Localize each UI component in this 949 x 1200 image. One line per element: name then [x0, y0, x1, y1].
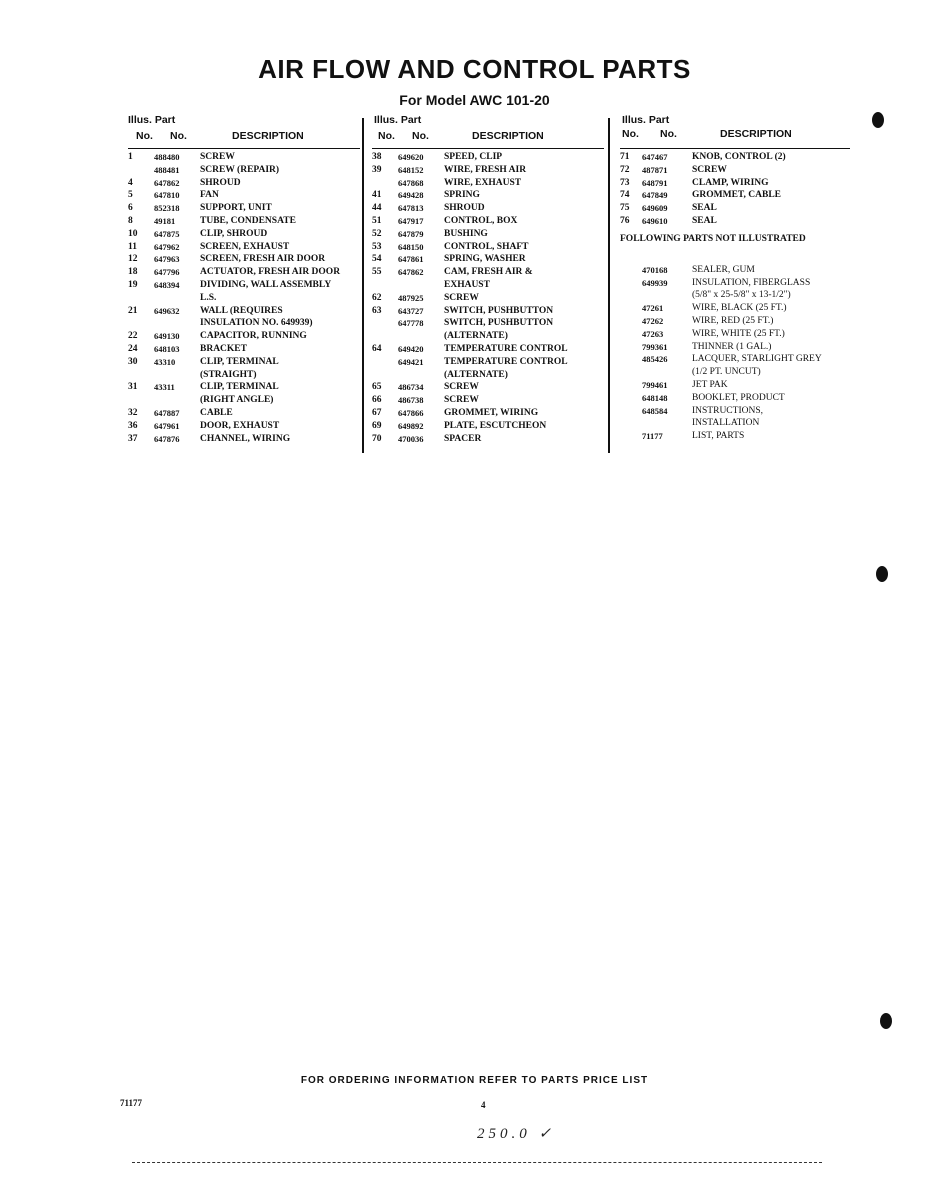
part-number: 648584 — [642, 405, 668, 416]
table-row — [372, 216, 604, 229]
part-description: (ALTERNATE) — [444, 369, 508, 380]
not-illustrated-note: FOLLOWING PARTS NOT ILLUSTRATED — [620, 233, 806, 244]
part-number: 649420 — [398, 343, 424, 354]
part-number: 647810 — [154, 190, 180, 201]
table-row — [372, 344, 604, 357]
part-number: 649130 — [154, 331, 180, 342]
part-description: FAN — [200, 190, 219, 201]
parts-column-3 — [620, 112, 850, 444]
table-row — [620, 367, 850, 380]
part-description: CONTROL, BOX — [444, 215, 518, 226]
part-number: 647796 — [154, 267, 180, 278]
document-number: 71177 — [120, 1098, 143, 1108]
part-number: 470036 — [398, 433, 424, 444]
table-row — [372, 318, 604, 331]
part-description: LACQUER, STARLIGHT GREY — [692, 354, 822, 365]
part-number: 647868 — [398, 177, 424, 188]
table-row — [128, 331, 360, 344]
table-row — [128, 254, 360, 267]
part-description: TUBE, CONDENSATE — [200, 215, 296, 226]
illus-number: 71 — [620, 152, 630, 162]
column-divider — [608, 118, 610, 453]
part-number: 799361 — [642, 341, 668, 352]
table-row — [128, 370, 360, 383]
illus-number: 18 — [128, 267, 138, 278]
part-description: SCREW — [444, 292, 479, 303]
part-description: SHROUD — [200, 177, 241, 188]
table-row — [372, 421, 604, 434]
illus-number: 73 — [620, 177, 630, 188]
header-illus-part: Illus. Part — [128, 114, 176, 126]
part-description: GROMMET, CABLE — [692, 190, 782, 201]
part-description: CLIP, SHROUD — [200, 228, 268, 239]
table-row — [128, 395, 360, 408]
parts-column-1 — [128, 112, 360, 446]
table-row — [128, 216, 360, 229]
part-number: 647917 — [398, 215, 424, 226]
part-description: SCREW (REPAIR) — [200, 164, 280, 175]
table-row — [620, 431, 850, 444]
header-no: No. — [622, 128, 639, 140]
table-row — [128, 408, 360, 421]
part-description: SEAL — [692, 203, 717, 214]
part-description: SCREW — [200, 152, 235, 162]
part-description: (RIGHT ANGLE) — [200, 395, 274, 406]
header-illus-part: Illus. Part — [622, 114, 670, 126]
table-row — [372, 370, 604, 383]
part-description: CLIP, TERMINAL — [200, 356, 279, 367]
part-description: THINNER (1 GAL.) — [692, 341, 772, 352]
illus-number: 10 — [128, 228, 138, 239]
table-row — [128, 165, 360, 178]
part-description: TEMPERATURE CONTROL — [444, 343, 568, 354]
table-row — [620, 152, 850, 165]
part-number: 647849 — [642, 190, 668, 201]
part-description: CLAMP, WIRING — [692, 177, 769, 188]
table-row — [620, 393, 850, 406]
part-description: DIVIDING, WALL ASSEMBLY — [200, 279, 332, 290]
part-description: LIST, PARTS — [692, 431, 745, 442]
part-number: 648791 — [642, 177, 668, 188]
part-description: WIRE, RED (25 FT.) — [692, 315, 774, 326]
illus-number: 22 — [128, 331, 138, 342]
part-description: SCREEN, FRESH AIR DOOR — [200, 254, 326, 265]
header-description: DESCRIPTION — [720, 128, 792, 140]
page-title: AIR FLOW AND CONTROL PARTS — [258, 54, 691, 84]
table-row — [372, 434, 604, 447]
part-number: 647963 — [154, 254, 180, 265]
part-description: SPACER — [444, 433, 482, 444]
illus-number: 19 — [128, 279, 138, 290]
part-number: 487925 — [398, 292, 424, 303]
part-description: SHROUD — [444, 203, 485, 214]
illus-number: 62 — [372, 292, 382, 303]
parts-list — [620, 152, 850, 229]
table-row — [620, 178, 850, 191]
part-number: 488481 — [154, 164, 180, 175]
illus-number: 63 — [372, 305, 382, 316]
part-number: 47262 — [642, 315, 664, 326]
parts-list-not-illustrated — [620, 265, 850, 444]
header-no: No. — [136, 130, 153, 142]
illus-number: 65 — [372, 382, 382, 393]
table-row — [128, 344, 360, 357]
part-description: BRACKET — [200, 343, 247, 354]
handwritten-note: 250.0 ✓ — [477, 1126, 556, 1142]
table-row — [372, 293, 604, 306]
illus-number: 36 — [128, 420, 138, 431]
part-number: 488480 — [154, 152, 180, 162]
table-row — [620, 406, 850, 419]
part-description: SEAL — [692, 215, 717, 226]
part-number: 649892 — [398, 420, 424, 431]
part-number: 647813 — [398, 203, 424, 214]
illus-number: 41 — [372, 190, 382, 201]
table-row — [372, 152, 604, 165]
part-description: SCREW — [692, 164, 727, 175]
part-description: BOOKLET, PRODUCT — [692, 392, 785, 403]
table-row — [128, 421, 360, 434]
illus-number: 70 — [372, 433, 382, 444]
header-description: DESCRIPTION — [472, 130, 544, 142]
part-number: 485426 — [642, 354, 668, 365]
table-row — [620, 329, 850, 342]
part-description: JET PAK — [692, 379, 728, 390]
column-header — [620, 112, 850, 149]
part-description: CHANNEL, WIRING — [200, 433, 291, 444]
part-number: 649939 — [642, 277, 668, 288]
part-description: WIRE, EXHAUST — [444, 177, 522, 188]
illus-number: 1 — [128, 152, 133, 162]
punch-hole — [880, 1013, 892, 1029]
part-number: 647467 — [642, 152, 668, 162]
illus-number: 75 — [620, 203, 630, 214]
table-row — [372, 165, 604, 178]
illus-number: 54 — [372, 254, 382, 265]
part-description: INSTRUCTIONS, — [692, 405, 763, 416]
illus-number: 5 — [128, 190, 133, 201]
table-row — [620, 265, 850, 278]
part-number: 647962 — [154, 241, 180, 252]
header-no: No. — [378, 130, 395, 142]
illus-number: 74 — [620, 190, 630, 201]
punch-hole — [876, 566, 888, 582]
illus-number: 30 — [128, 356, 138, 367]
part-description: INSTALLATION — [692, 418, 760, 429]
column-divider — [362, 118, 364, 453]
table-row — [128, 178, 360, 191]
part-description: INSULATION NO. 649939) — [200, 318, 313, 329]
part-number: 43310 — [154, 356, 176, 367]
table-row — [620, 165, 850, 178]
table-row — [620, 354, 850, 367]
table-row — [372, 306, 604, 319]
table-row — [372, 242, 604, 255]
illus-number: 76 — [620, 215, 630, 226]
illus-number: 38 — [372, 152, 382, 162]
illus-number: 67 — [372, 407, 382, 418]
table-row — [372, 178, 604, 191]
illus-number: 11 — [128, 241, 137, 252]
table-row — [372, 382, 604, 395]
table-row — [620, 290, 850, 303]
ordering-info: FOR ORDERING INFORMATION REFER TO PARTS PRICE LIST — [300, 1075, 649, 1086]
part-number: 647961 — [154, 420, 180, 431]
table-row — [128, 203, 360, 216]
table-row — [128, 229, 360, 242]
table-row — [128, 357, 360, 370]
part-description: ACTUATOR, FRESH AIR DOOR — [200, 267, 341, 278]
part-description: PLATE, ESCUTCHEON — [444, 420, 547, 431]
part-number: 647862 — [398, 267, 424, 278]
part-number: 49181 — [154, 215, 176, 226]
part-number: 648150 — [398, 241, 424, 252]
table-row — [128, 293, 360, 306]
table-row — [372, 203, 604, 216]
illus-number: 21 — [128, 305, 138, 316]
part-description: WIRE, WHITE (25 FT.) — [692, 328, 785, 339]
part-description: SUPPORT, UNIT — [200, 203, 272, 214]
table-row — [620, 190, 850, 203]
page-subtitle: For Model AWC 101-20 — [399, 92, 550, 108]
part-description: SEALER, GUM — [692, 264, 755, 275]
table-row — [128, 267, 360, 280]
table-row — [372, 280, 604, 293]
table-row — [372, 331, 604, 344]
part-number: 649421 — [398, 356, 424, 367]
header-description: DESCRIPTION — [232, 130, 304, 142]
illus-number: 51 — [372, 215, 382, 226]
illus-number: 24 — [128, 343, 138, 354]
illus-number: 39 — [372, 164, 382, 175]
part-description: SCREW — [444, 395, 479, 406]
part-number: 649609 — [642, 203, 668, 214]
illus-number: 53 — [372, 241, 382, 252]
part-description: SWITCH, PUSHBUTTON — [444, 305, 554, 316]
part-number: 649620 — [398, 152, 424, 162]
part-number: 647876 — [154, 433, 180, 444]
table-row — [372, 408, 604, 421]
illus-number: 8 — [128, 215, 133, 226]
part-description: CABLE — [200, 407, 233, 418]
part-number: 647862 — [154, 177, 180, 188]
part-description: (ALTERNATE) — [444, 331, 508, 342]
part-description: SPEED, CLIP — [444, 152, 503, 162]
header-part-no: No. — [170, 130, 187, 142]
illus-number: 4 — [128, 177, 133, 188]
part-number: 649632 — [154, 305, 180, 316]
table-row — [372, 190, 604, 203]
illus-number: 69 — [372, 420, 382, 431]
table-row — [372, 357, 604, 370]
illus-number: 52 — [372, 228, 382, 239]
illus-number: 6 — [128, 203, 133, 214]
table-row — [620, 203, 850, 216]
part-description: INSULATION, FIBERGLASS — [692, 277, 811, 288]
table-row — [620, 278, 850, 291]
part-description: CLIP, TERMINAL — [200, 382, 279, 393]
part-number: 486738 — [398, 395, 424, 406]
part-number: 647866 — [398, 407, 424, 418]
table-row — [128, 306, 360, 319]
part-number: 647887 — [154, 407, 180, 418]
table-row — [620, 216, 850, 229]
part-number: 71177 — [642, 431, 663, 442]
part-number: 649610 — [642, 215, 668, 226]
column-header — [372, 112, 604, 149]
table-row — [620, 418, 850, 431]
table-row — [372, 229, 604, 242]
part-description: CAM, FRESH AIR & — [444, 267, 533, 278]
table-row — [128, 190, 360, 203]
parts-list — [372, 152, 604, 446]
part-description: SPRING — [444, 190, 480, 201]
part-description: (5/8" x 25-5/8" x 13-1/2") — [692, 290, 791, 301]
table-row — [128, 152, 360, 165]
part-description: L.S. — [200, 292, 217, 303]
part-number: 487871 — [642, 164, 668, 175]
part-number: 643727 — [398, 305, 424, 316]
part-number: 486734 — [398, 382, 424, 393]
part-number: 47263 — [642, 328, 664, 339]
part-description: EXHAUST — [444, 279, 490, 290]
part-description: SWITCH, PUSHBUTTON — [444, 318, 554, 329]
part-number: 43311 — [154, 382, 175, 393]
part-number: 799461 — [642, 379, 668, 390]
part-number: 647861 — [398, 254, 424, 265]
bottom-rule — [132, 1162, 822, 1163]
part-description: GROMMET, WIRING — [444, 407, 539, 418]
part-number: 649428 — [398, 190, 424, 201]
part-number: 648394 — [154, 279, 180, 290]
parts-column-2 — [372, 112, 604, 446]
illus-number: 31 — [128, 382, 138, 393]
table-row — [620, 342, 850, 355]
header-part-no: No. — [412, 130, 429, 142]
table-row — [128, 382, 360, 395]
part-description: KNOB, CONTROL (2) — [692, 152, 786, 162]
illus-number: 72 — [620, 164, 630, 175]
part-description: SCREW — [444, 382, 479, 393]
illus-number: 44 — [372, 203, 382, 214]
table-row — [620, 316, 850, 329]
part-description: SCREEN, EXHAUST — [200, 241, 290, 252]
part-number: 647778 — [398, 318, 424, 329]
part-number: 648148 — [642, 392, 668, 403]
illus-number: 32 — [128, 407, 138, 418]
page-number: 4 — [481, 1100, 486, 1110]
illus-number: 64 — [372, 343, 382, 354]
column-header — [128, 112, 360, 149]
table-row — [372, 254, 604, 267]
part-number: 647879 — [398, 228, 424, 239]
part-description: (1/2 PT. UNCUT) — [692, 367, 761, 378]
header-illus-part: Illus. Part — [374, 114, 422, 126]
part-description: WALL (REQUIRES — [200, 305, 283, 316]
part-description: (STRAIGHT) — [200, 369, 257, 380]
parts-list — [128, 152, 360, 446]
part-number: 647875 — [154, 228, 180, 239]
illus-number: 55 — [372, 267, 382, 278]
part-number: 648152 — [398, 164, 424, 175]
table-row — [372, 395, 604, 408]
part-number: 648103 — [154, 343, 180, 354]
part-number: 470168 — [642, 264, 668, 275]
table-row — [620, 380, 850, 393]
table-row — [620, 303, 850, 316]
part-number: 852318 — [154, 203, 180, 214]
illus-number: 37 — [128, 433, 138, 444]
part-description: TEMPERATURE CONTROL — [444, 356, 568, 367]
part-description: CAPACITOR, RUNNING — [200, 331, 307, 342]
table-row — [372, 267, 604, 280]
table-row — [128, 318, 360, 331]
header-part-no: No. — [660, 128, 677, 140]
table-row — [128, 280, 360, 293]
illus-number: 12 — [128, 254, 138, 265]
punch-hole — [872, 112, 884, 128]
part-description: WIRE, FRESH AIR — [444, 164, 527, 175]
part-description: BUSHING — [444, 228, 488, 239]
table-row — [128, 434, 360, 447]
part-description: DOOR, EXHAUST — [200, 420, 280, 431]
illus-number: 66 — [372, 395, 382, 406]
part-number: 47261 — [642, 303, 664, 314]
part-description: CONTROL, SHAFT — [444, 241, 529, 252]
part-description: WIRE, BLACK (25 FT.) — [692, 303, 787, 314]
table-row — [128, 242, 360, 255]
part-description: SPRING, WASHER — [444, 254, 526, 265]
